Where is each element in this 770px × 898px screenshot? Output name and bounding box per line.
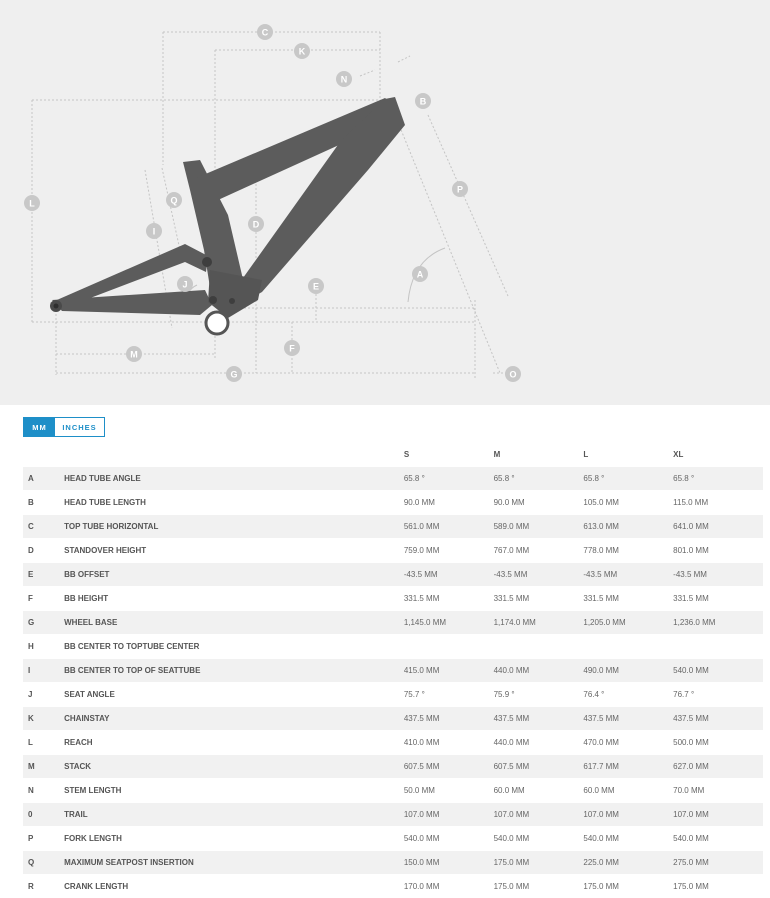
marker-e [308, 278, 324, 294]
value-size-s: 607.5 MM [404, 755, 494, 779]
value-size-xl: 275.0 MM [673, 851, 763, 875]
svg-text:C: C [262, 28, 269, 38]
marker-a [412, 266, 428, 282]
table-row [23, 635, 763, 659]
table-row [23, 611, 763, 635]
value-size-l: 1,205.0 MM [583, 611, 673, 635]
value-size-xl: 331.5 MM [673, 587, 763, 611]
row-name: SEAT ANGLE [64, 683, 404, 707]
value-size-l: 175.0 MM [583, 875, 673, 898]
value-size-l: 540.0 MM [583, 827, 673, 851]
row-code: I [23, 659, 64, 683]
unit-inches-button[interactable]: INCHES [55, 418, 104, 436]
value-size-m: 65.8 ° [494, 467, 584, 491]
value-size-s: 540.0 MM [404, 827, 494, 851]
row-name: TOP TUBE HORIZONTAL [64, 515, 404, 539]
value-size-m: 1,174.0 MM [494, 611, 584, 635]
value-size-xl: 107.0 MM [673, 803, 763, 827]
svg-text:O: O [509, 370, 516, 380]
marker-k [126, 346, 142, 362]
table-row [23, 803, 763, 827]
value-size-xl: 641.0 MM [673, 515, 763, 539]
dimension-lines [32, 32, 510, 378]
row-name: STANDOVER HEIGHT [64, 539, 404, 563]
row-code: M [23, 755, 64, 779]
dimension-markers [24, 24, 521, 382]
row-name: CRANK LENGTH [64, 875, 404, 898]
value-size-l: 107.0 MM [583, 803, 673, 827]
value-size-m: 107.0 MM [494, 803, 584, 827]
header-code [23, 443, 64, 467]
svg-text:A: A [417, 270, 424, 280]
svg-text:D: D [253, 220, 260, 230]
value-size-xl: 1,236.0 MM [673, 611, 763, 635]
svg-text:B: B [420, 97, 427, 107]
value-size-xl: 801.0 MM [673, 539, 763, 563]
value-size-l: 65.8 ° [583, 467, 673, 491]
value-size-xl: 65.8 ° [673, 467, 763, 491]
value-size-s: 759.0 MM [404, 539, 494, 563]
value-size-m: -43.5 MM [494, 563, 584, 587]
value-size-xl: 437.5 MM [673, 707, 763, 731]
value-size-l: 331.5 MM [583, 587, 673, 611]
value-size-xl: 627.0 MM [673, 755, 763, 779]
row-code: H [23, 635, 64, 659]
value-size-xl: 500.0 MM [673, 731, 763, 755]
value-size-l: 617.7 MM [583, 755, 673, 779]
value-size-s: 331.5 MM [404, 587, 494, 611]
value-size-s: 437.5 MM [404, 707, 494, 731]
table-row [23, 707, 763, 731]
header-size-l: L [583, 443, 673, 467]
value-size-s: 90.0 MM [404, 491, 494, 515]
table-row [23, 731, 763, 755]
svg-text:N: N [341, 75, 348, 85]
row-code: F [23, 587, 64, 611]
value-size-l: 470.0 MM [583, 731, 673, 755]
marker-p [452, 181, 468, 197]
frame-illustration [0, 0, 770, 405]
value-size-s: 410.0 MM [404, 731, 494, 755]
value-size-xl: -43.5 MM [673, 563, 763, 587]
table-row [23, 755, 763, 779]
row-name: BB OFFSET [64, 563, 404, 587]
value-size-m: 607.5 MM [494, 755, 584, 779]
value-size-s: 1,145.0 MM [404, 611, 494, 635]
value-size-xl: 175.0 MM [673, 875, 763, 898]
svg-text:J: J [182, 280, 187, 290]
value-size-m: 767.0 MM [494, 539, 584, 563]
value-size-s: 50.0 MM [404, 779, 494, 803]
table-body [23, 467, 763, 898]
row-code: J [23, 683, 64, 707]
row-name: TRAIL [64, 803, 404, 827]
row-name: STEM LENGTH [64, 779, 404, 803]
marker-d [248, 216, 264, 232]
value-size-xl: 76.7 ° [673, 683, 763, 707]
value-size-m: 175.0 MM [494, 875, 584, 898]
value-size-m: 589.0 MM [494, 515, 584, 539]
svg-text:F: F [289, 344, 295, 354]
marker-i [146, 223, 162, 239]
row-code: E [23, 563, 64, 587]
value-size-s: 561.0 MM [404, 515, 494, 539]
value-size-xl [673, 635, 763, 659]
row-code: N [23, 779, 64, 803]
marker-j [177, 276, 193, 292]
row-name: HEAD TUBE LENGTH [64, 491, 404, 515]
table-row [23, 827, 763, 851]
row-name: STACK [64, 755, 404, 779]
value-size-m: 90.0 MM [494, 491, 584, 515]
table-row [23, 851, 763, 875]
row-code: 0 [23, 803, 64, 827]
marker-l [294, 43, 310, 59]
row-name: FORK LENGTH [64, 827, 404, 851]
value-size-s: 150.0 MM [404, 851, 494, 875]
value-size-m: 60.0 MM [494, 779, 584, 803]
marker-n [336, 71, 352, 87]
svg-text:E: E [313, 282, 319, 292]
header-size-s: S [404, 443, 494, 467]
row-name: MAXIMUM SEATPOST INSERTION [64, 851, 404, 875]
row-code: L [23, 731, 64, 755]
value-size-l: -43.5 MM [583, 563, 673, 587]
svg-text:M: M [130, 350, 138, 360]
value-size-s: 75.7 ° [404, 683, 494, 707]
value-size-s: 107.0 MM [404, 803, 494, 827]
value-size-m: 540.0 MM [494, 827, 584, 851]
marker-m [24, 195, 40, 211]
value-size-xl: 115.0 MM [673, 491, 763, 515]
table-row [23, 491, 763, 515]
value-size-xl: 540.0 MM [673, 827, 763, 851]
header-size-m: M [494, 443, 584, 467]
unit-toggle [23, 417, 105, 437]
row-code: A [23, 467, 64, 491]
value-size-l [583, 635, 673, 659]
value-size-l: 105.0 MM [583, 491, 673, 515]
table-row [23, 659, 763, 683]
value-size-l: 778.0 MM [583, 539, 673, 563]
table-row [23, 539, 763, 563]
value-size-s: 65.8 ° [404, 467, 494, 491]
value-size-m [494, 635, 584, 659]
table-row [23, 515, 763, 539]
value-size-l: 60.0 MM [583, 779, 673, 803]
value-size-s: 415.0 MM [404, 659, 494, 683]
row-name: BB CENTER TO TOP OF SEATTUBE [64, 659, 404, 683]
svg-text:L: L [29, 199, 35, 209]
table-row [23, 467, 763, 491]
marker-g [226, 366, 242, 382]
row-code: K [23, 707, 64, 731]
bike-frame [50, 97, 405, 334]
value-size-m: 440.0 MM [494, 659, 584, 683]
svg-text:P: P [457, 185, 463, 195]
table-row [23, 587, 763, 611]
value-size-l: 437.5 MM [583, 707, 673, 731]
geometry-diagram [0, 0, 770, 405]
row-name: BB CENTER TO TOPTUBE CENTER [64, 635, 404, 659]
marker-c [257, 24, 273, 40]
marker-o [505, 366, 521, 382]
row-name: HEAD TUBE ANGLE [64, 467, 404, 491]
row-code: Q [23, 851, 64, 875]
row-code: C [23, 515, 64, 539]
row-name: BB HEIGHT [64, 587, 404, 611]
value-size-m: 75.9 ° [494, 683, 584, 707]
svg-text:I: I [153, 227, 156, 237]
row-code: D [23, 539, 64, 563]
row-code: P [23, 827, 64, 851]
row-code: R [23, 875, 64, 898]
value-size-l: 613.0 MM [583, 515, 673, 539]
value-size-s [404, 635, 494, 659]
svg-text:G: G [230, 370, 237, 380]
value-size-s: 170.0 MM [404, 875, 494, 898]
value-size-l: 225.0 MM [583, 851, 673, 875]
svg-text:K: K [299, 47, 306, 57]
table-row [23, 779, 763, 803]
header-size-xl: XL [673, 443, 763, 467]
table-header-row [23, 443, 763, 467]
table-row [23, 563, 763, 587]
row-name: WHEEL BASE [64, 611, 404, 635]
value-size-m: 440.0 MM [494, 731, 584, 755]
value-size-l: 490.0 MM [583, 659, 673, 683]
unit-mm-button[interactable]: MM [24, 418, 55, 436]
value-size-m: 175.0 MM [494, 851, 584, 875]
value-size-xl: 70.0 MM [673, 779, 763, 803]
table-row [23, 875, 763, 898]
row-name: REACH [64, 731, 404, 755]
svg-text:Q: Q [170, 196, 177, 206]
marker-q [166, 192, 182, 208]
marker-b [415, 93, 431, 109]
marker-f [284, 340, 300, 356]
row-name: CHAINSTAY [64, 707, 404, 731]
table-row [23, 683, 763, 707]
value-size-s: -43.5 MM [404, 563, 494, 587]
value-size-m: 331.5 MM [494, 587, 584, 611]
row-code: G [23, 611, 64, 635]
value-size-xl: 540.0 MM [673, 659, 763, 683]
value-size-m: 437.5 MM [494, 707, 584, 731]
geometry-table [23, 443, 763, 898]
value-size-l: 76.4 ° [583, 683, 673, 707]
header-name [64, 443, 404, 467]
row-code: B [23, 491, 64, 515]
